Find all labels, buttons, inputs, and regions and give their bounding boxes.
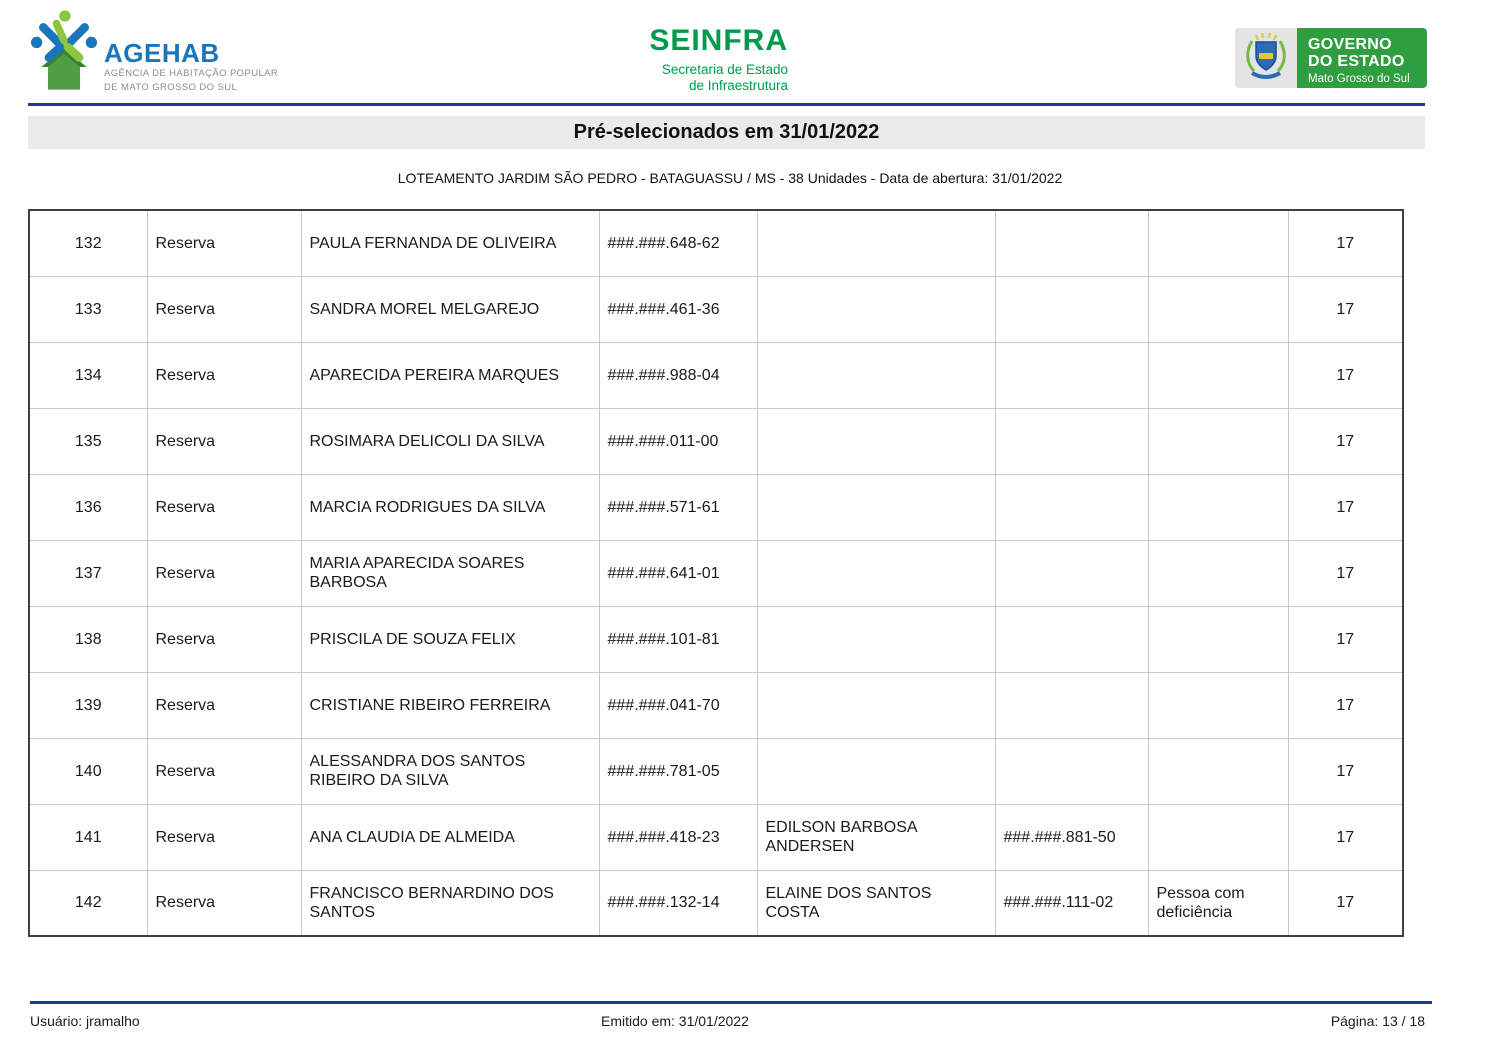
- governo-line1: GOVERNO: [1308, 36, 1392, 53]
- cell-cpf: ###.###.641-01: [599, 540, 757, 606]
- footer-divider: [30, 1001, 1432, 1004]
- agehab-name: AGEHAB: [104, 38, 220, 68]
- preselected-table: [28, 209, 1404, 937]
- cell-spouse-cpf: ###.###.881-50: [995, 804, 1148, 870]
- cell-quota: 17: [1288, 210, 1403, 276]
- cell-spouse-cpf: ###.###.111-02: [995, 870, 1148, 936]
- governo-estado-logo: [1235, 28, 1427, 88]
- table-row: [29, 870, 1403, 936]
- cell-quota: 17: [1288, 408, 1403, 474]
- cell-spouse-cpf: [995, 342, 1148, 408]
- seinfra-subtitle-line1: Secretaria de Estado: [661, 62, 788, 77]
- cell-spouse-name: [757, 738, 995, 804]
- cell-spouse-cpf: [995, 474, 1148, 540]
- cell-condition: [1148, 672, 1288, 738]
- cell-name: CRISTIANE RIBEIRO FERREIRA: [301, 672, 599, 738]
- cell-quota: 17: [1288, 672, 1403, 738]
- cell-name: FRANCISCO BERNARDINO DOS SANTOS: [301, 870, 599, 936]
- cell-order-number: 132: [29, 210, 147, 276]
- cell-order-number: 141: [29, 804, 147, 870]
- seinfra-name: SEINFRA: [649, 24, 788, 57]
- cell-quota: 17: [1288, 738, 1403, 804]
- agehab-house-people-icon: [30, 8, 98, 97]
- cell-status: Reserva: [147, 672, 301, 738]
- cell-name: SANDRA MOREL MELGAREJO: [301, 276, 599, 342]
- cell-order-number: 142: [29, 870, 147, 936]
- table-row: [29, 342, 1403, 408]
- cell-spouse-name: [757, 342, 995, 408]
- table-row: [29, 408, 1403, 474]
- cell-name: MARIA APARECIDA SOARES BARBOSA: [301, 540, 599, 606]
- cell-status: Reserva: [147, 408, 301, 474]
- cell-order-number: 138: [29, 606, 147, 672]
- cell-status: Reserva: [147, 738, 301, 804]
- cell-quota: 17: [1288, 342, 1403, 408]
- table-row: [29, 210, 1403, 276]
- cell-status: Reserva: [147, 276, 301, 342]
- cell-condition: [1148, 342, 1288, 408]
- cell-spouse-name: [757, 606, 995, 672]
- cell-condition: [1148, 804, 1288, 870]
- cell-spouse-cpf: [995, 540, 1148, 606]
- cell-cpf: ###.###.461-36: [599, 276, 757, 342]
- agehab-subtitle-line2: DE MATO GROSSO DO SUL: [104, 82, 238, 93]
- cell-condition: [1148, 408, 1288, 474]
- cell-order-number: 135: [29, 408, 147, 474]
- agehab-logo: [30, 8, 278, 97]
- cell-condition: [1148, 474, 1288, 540]
- cell-name: MARCIA RODRIGUES DA SILVA: [301, 474, 599, 540]
- cell-cpf: ###.###.571-61: [599, 474, 757, 540]
- table-row: [29, 738, 1403, 804]
- cell-name: ROSIMARA DELICOLI DA SILVA: [301, 408, 599, 474]
- cell-condition: [1148, 540, 1288, 606]
- cell-spouse-cpf: [995, 672, 1148, 738]
- header-divider: [28, 103, 1425, 106]
- cell-order-number: 140: [29, 738, 147, 804]
- cell-cpf: ###.###.988-04: [599, 342, 757, 408]
- cell-cpf: ###.###.101-81: [599, 606, 757, 672]
- cell-status: Reserva: [147, 540, 301, 606]
- cell-cpf: ###.###.041-70: [599, 672, 757, 738]
- table-row: [29, 672, 1403, 738]
- cell-quota: 17: [1288, 276, 1403, 342]
- seinfra-subtitle-line2: de Infraestrutura: [688, 78, 788, 93]
- cell-order-number: 136: [29, 474, 147, 540]
- cell-condition: [1148, 606, 1288, 672]
- cell-status: Reserva: [147, 804, 301, 870]
- cell-spouse-name: [757, 276, 995, 342]
- cell-cpf: ###.###.132-14: [599, 870, 757, 936]
- cell-name: APARECIDA PEREIRA MARQUES: [301, 342, 599, 408]
- cell-quota: 17: [1288, 606, 1403, 672]
- page-title: Pré-selecionados em 31/01/2022: [573, 121, 880, 143]
- cell-condition: Pessoa com deficiência: [1148, 870, 1288, 936]
- cell-name: ALESSANDRA DOS SANTOS RIBEIRO DA SILVA: [301, 738, 599, 804]
- cell-quota: 17: [1288, 870, 1403, 936]
- cell-name: PRISCILA DE SOUZA FELIX: [301, 606, 599, 672]
- cell-spouse-name: EDILSON BARBOSA ANDERSEN: [757, 804, 995, 870]
- cell-condition: [1148, 210, 1288, 276]
- cell-status: Reserva: [147, 606, 301, 672]
- cell-quota: 17: [1288, 804, 1403, 870]
- cell-quota: 17: [1288, 540, 1403, 606]
- table-row: [29, 276, 1403, 342]
- cell-cpf: ###.###.648-62: [599, 210, 757, 276]
- cell-status: Reserva: [147, 342, 301, 408]
- table-row: [29, 804, 1403, 870]
- cell-spouse-name: ELAINE DOS SANTOS COSTA: [757, 870, 995, 936]
- table-row: [29, 606, 1403, 672]
- cell-order-number: 133: [29, 276, 147, 342]
- cell-spouse-cpf: [995, 738, 1148, 804]
- cell-cpf: ###.###.781-05: [599, 738, 757, 804]
- footer-page-number: Página: 13 / 18: [1330, 1013, 1425, 1029]
- cell-spouse-cpf: [995, 210, 1148, 276]
- development-subtitle: LOTEAMENTO JARDIM SÃO PEDRO - BATAGUASSU / MS - 38 Unidades - Data de abertura: 31/01/2022: [397, 170, 1063, 186]
- footer-user: Usuário: jramalho: [30, 1013, 140, 1029]
- cell-spouse-name: [757, 210, 995, 276]
- table-row: [29, 474, 1403, 540]
- governo-line3: Mato Grosso do Sul: [1308, 73, 1410, 85]
- cell-status: Reserva: [147, 210, 301, 276]
- title-band: [28, 116, 1425, 149]
- cell-spouse-cpf: [995, 276, 1148, 342]
- cell-condition: [1148, 276, 1288, 342]
- cell-cpf: ###.###.418-23: [599, 804, 757, 870]
- cell-spouse-cpf: [995, 606, 1148, 672]
- governo-line2: DO ESTADO: [1308, 53, 1405, 70]
- ms-coat-of-arms-icon: [1235, 28, 1297, 88]
- agehab-subtitle-line1: AGÊNCIA DE HABITAÇÃO POPULAR: [104, 68, 279, 79]
- cell-order-number: 134: [29, 342, 147, 408]
- preselected-table-body: [29, 210, 1403, 936]
- cell-spouse-name: [757, 408, 995, 474]
- cell-name: ANA CLAUDIA DE ALMEIDA: [301, 804, 599, 870]
- cell-cpf: ###.###.011-00: [599, 408, 757, 474]
- footer-emitted: Emitido em: 31/01/2022: [601, 1013, 749, 1029]
- cell-status: Reserva: [147, 870, 301, 936]
- cell-spouse-name: [757, 672, 995, 738]
- cell-spouse-name: [757, 540, 995, 606]
- seinfra-logo: [560, 26, 788, 94]
- cell-status: Reserva: [147, 474, 301, 540]
- cell-name: PAULA FERNANDA DE OLIVEIRA: [301, 210, 599, 276]
- cell-spouse-cpf: [995, 408, 1148, 474]
- table-row: [29, 540, 1403, 606]
- cell-order-number: 137: [29, 540, 147, 606]
- cell-condition: [1148, 738, 1288, 804]
- cell-quota: 17: [1288, 474, 1403, 540]
- cell-spouse-name: [757, 474, 995, 540]
- cell-order-number: 139: [29, 672, 147, 738]
